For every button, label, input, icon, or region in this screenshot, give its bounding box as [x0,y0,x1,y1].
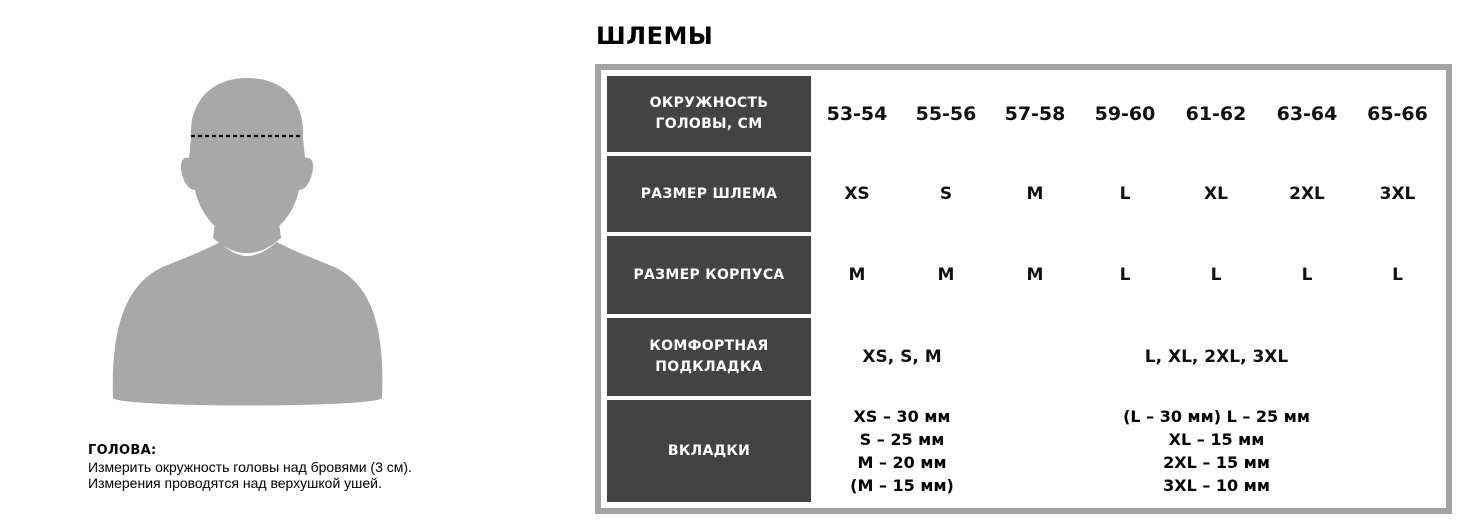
table-cell: XL [1173,156,1259,232]
row-header-helmet-size: РАЗМЕР ШЛЕМА [607,156,811,232]
table-cell: 57-58 [993,76,1077,152]
table-cell: 53-54 [815,76,899,152]
table-cell: XS [815,156,899,232]
table-cell: 55-56 [903,76,989,152]
size-table-frame [595,64,1452,514]
table-cell: M [903,236,989,314]
table-cell: 2XL [1263,156,1351,232]
table-cell: M [993,236,1077,314]
table-cell: 61-62 [1173,76,1259,152]
caption-line-1: Измерить окружность головы над бровями (3 см). [88,459,412,475]
table-cell: 65-66 [1355,76,1440,152]
table-cell: 3XL [1355,156,1440,232]
row-header-head-circumference: ОКРУЖНОСТЬ ГОЛОВЫ, СМ [607,76,811,152]
row-header-shell-size: РАЗМЕР КОРПУСА [607,236,811,314]
inserts-right-cell: (L – 30 мм) L – 25 мм XL – 15 мм 2XL – 15 мм 3XL – 10 мм [993,400,1440,502]
table-cell: S [903,156,989,232]
page-title: ШЛЕМЫ [596,22,714,50]
row-header-inserts: ВКЛАДКИ [607,400,811,502]
inserts-left-cell: XS – 30 мм S – 25 мм M – 20 мм (M – 15 мм) [815,400,989,502]
table-cell: L [1081,156,1169,232]
table-cell: 59-60 [1081,76,1169,152]
person-head-silhouette-icon [105,78,390,413]
table-cell: L [1173,236,1259,314]
table-cell: M [815,236,899,314]
table-cell: L [1263,236,1351,314]
caption-heading: ГОЛОВА: [88,443,157,458]
caption-line-2: Измерения проводятся над верхушкой ушей. [88,475,382,491]
measurement-caption [88,443,548,491]
table-cell: L [1081,236,1169,314]
head-silhouette-figure [105,78,390,413]
table-cell: L [1355,236,1440,314]
table-cell: 63-64 [1263,76,1351,152]
table-cell: XS, S, M [815,318,989,396]
table-cell: M [993,156,1077,232]
row-header-comfort-liner: КОМФОРТНАЯ ПОДКЛАДКА [607,318,811,396]
size-table [601,70,1446,508]
table-cell: L, XL, 2XL, 3XL [993,318,1440,396]
